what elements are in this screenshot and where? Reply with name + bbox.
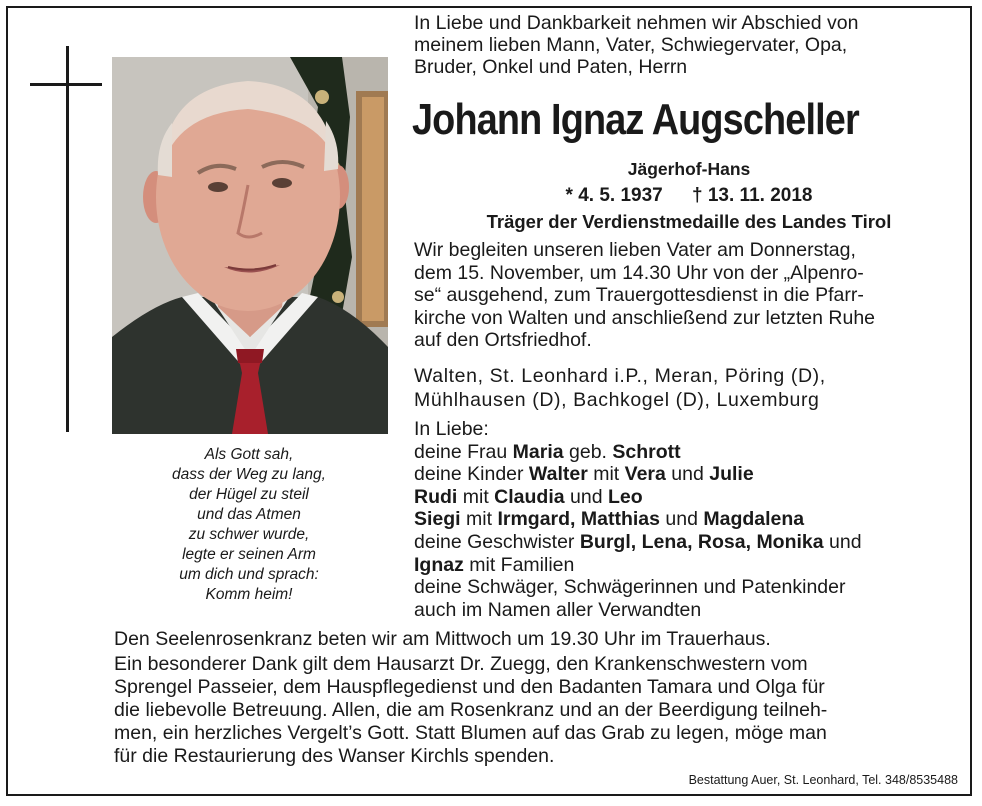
- family-line-siegi: Siegi mit Irmgard, Matthias und Magdalena: [414, 508, 805, 531]
- thanks-line: für die Restaurierung des Wanser Kirchls spenden.: [114, 745, 555, 767]
- funeral-line: kirche von Walten und anschließend zur letzten Ruhe: [414, 306, 876, 329]
- intro-text: [414, 12, 964, 78]
- thanks-line: die liebevolle Betreuung. Allen, die am Rosenkranz und an der Beerdigung teilneh-: [114, 699, 828, 721]
- portrait-photo: [112, 57, 388, 434]
- places-line: Mühlhausen (D), Bachkogel (D), Luxemburg: [414, 389, 820, 411]
- funeral-notice: [414, 239, 964, 352]
- places-line: Walten, St. Leonhard i.P., Meran, Pöring (D),: [414, 365, 826, 387]
- funeral-line: auf den Ortsfriedhof.: [414, 329, 592, 351]
- birth-date: * 4. 5. 1937: [565, 185, 663, 206]
- funeral-line: dem 15. November, um 14.30 Uhr von der „Alpenro-: [414, 261, 864, 284]
- family-line-relatives: auch im Namen aller Verwandten: [414, 598, 702, 621]
- funeral-home-footer: Bestattung Auer, St. Leonhard, Tel. 348/8535488: [688, 773, 958, 787]
- family-line-children: deine Kinder Walter mit Vera und Julie: [414, 463, 754, 486]
- death-date: † 13. 11. 2018: [692, 185, 813, 206]
- deceased-nickname: Jägerhof-Hans: [627, 159, 751, 179]
- poem-line: legte er seinen Arm: [182, 546, 316, 563]
- rosary-notice: Den Seelenrosenkranz beten wir am Mittwoch um 19.30 Uhr im Trauerhaus.: [114, 628, 771, 650]
- deceased-name: Johann Ignaz Augscheller: [412, 95, 859, 144]
- family-line-ignaz: Ignaz mit Familien: [414, 553, 575, 576]
- intro-line: In Liebe und Dankbarkeit nehmen wir Abschied von: [414, 12, 859, 34]
- family-heading: In Liebe:: [414, 418, 489, 440]
- funeral-line: se“ ausgehend, zum Trauergottesdienst in die Pfarr-: [414, 284, 864, 306]
- poem-line: der Hügel zu steil: [189, 486, 309, 503]
- poem-line: dass der Weg zu lang,: [172, 466, 326, 483]
- intro-line: meinem lieben Mann, Vater, Schwiegervater, Opa,: [414, 34, 848, 56]
- family-line-inlaws: deine Schwäger, Schwägerinnen und Patenkinder: [414, 576, 846, 599]
- cross-icon: [66, 46, 69, 432]
- life-dates: [414, 184, 964, 208]
- obituary-frame: [6, 6, 972, 796]
- poem-line: Komm heim!: [205, 586, 293, 603]
- honor-line: Träger der Verdienstmedaille des Landes Tirol: [486, 211, 892, 232]
- family-line-wife: deine Frau Maria geb. Schrott: [414, 440, 681, 463]
- poem-line: um dich und sprach:: [179, 566, 319, 583]
- funeral-line: Wir begleiten unseren lieben Vater am Donnerstag,: [414, 239, 856, 261]
- poem-line: zu schwer wurde,: [188, 526, 310, 543]
- thanks-line: Ein besonderer Dank gilt dem Hausarzt Dr. Zuegg, den Krankenschwestern vom: [114, 653, 808, 675]
- thanks-line: Sprengel Passeier, dem Hauspflegedienst und den Badanten Tamara und Olga für: [114, 676, 825, 698]
- family-line-siblings: deine Geschwister Burgl, Lena, Rosa, Monika und: [414, 530, 862, 553]
- thanks-line: men, ein herzliches Vergelt’s Gott. Statt Blumen auf das Grab zu legen, möge man: [114, 722, 827, 744]
- intro-line: Bruder, Onkel und Paten, Herrn: [414, 56, 688, 78]
- poem-line: und das Atmen: [197, 506, 301, 523]
- places: [414, 364, 964, 412]
- thanks-paragraph: [114, 653, 964, 768]
- family-line-rudi: Rudi mit Claudia und Leo: [414, 485, 643, 508]
- family-list: [414, 418, 964, 621]
- poem: [130, 445, 368, 605]
- cross-icon-bar: [30, 83, 102, 86]
- poem-line: Als Gott sah,: [204, 446, 294, 463]
